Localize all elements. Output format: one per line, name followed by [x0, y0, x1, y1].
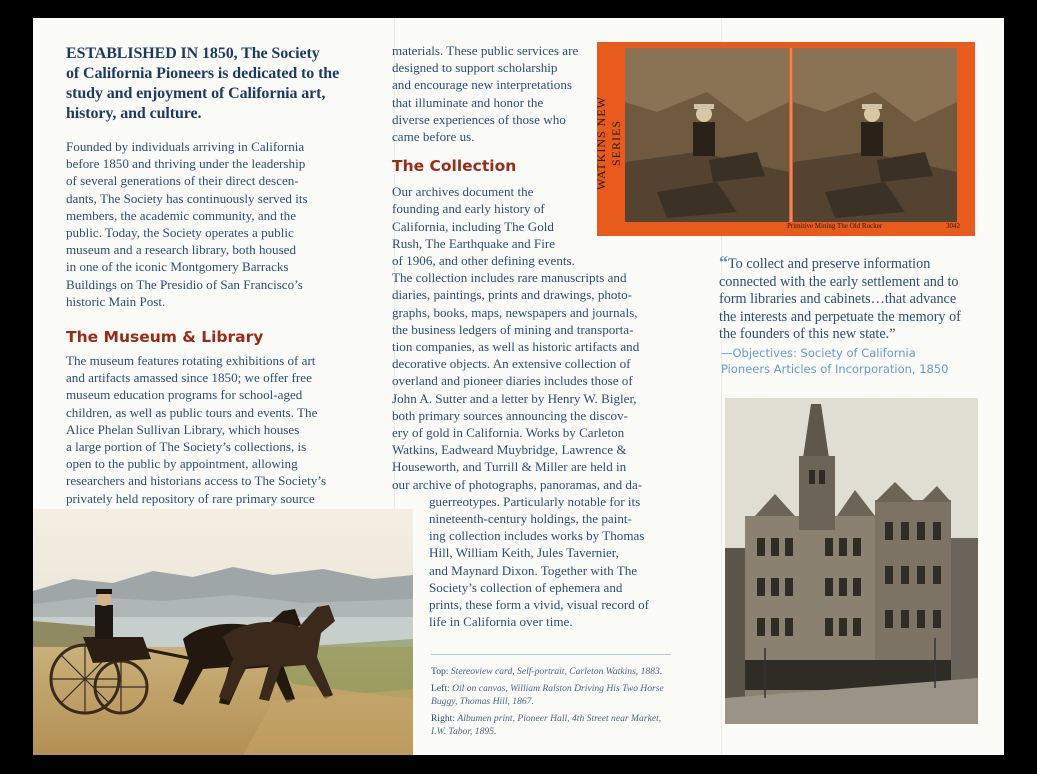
text-line: and artifacts amassed since 1850; we offer free: [66, 370, 312, 386]
text-line: and encourage new interpretations: [392, 77, 572, 93]
museum-library-heading: The Museum & Library: [66, 328, 264, 347]
caption-label: Left: [431, 683, 447, 694]
caption-left: Left: Oil on canvas, William Ralston Driving His Two Horse Buggy, Thomas Hill, 1867.: [431, 683, 664, 707]
quote-line: [719, 254, 984, 274]
intro-line: study and enjoyment of California art,: [66, 85, 326, 102]
text-line: graphs, books, maps, newspapers and journals,: [392, 304, 638, 320]
text-line: museum and a research library, both housed: [66, 242, 297, 258]
text-line: before 1850 and thriving under the leadership: [66, 156, 306, 172]
text-line: children, as well as public tours and events. The: [66, 404, 318, 420]
text-line: nineteenth-century holdings, the paint-: [429, 511, 632, 527]
text-line: ery of gold in California. Works by Carleton: [392, 425, 625, 441]
painting-illustration: [33, 509, 413, 755]
quote-mark-icon: “: [719, 252, 728, 272]
text-line: Rush, The Earthquake and Fire: [392, 235, 556, 251]
museum-paragraph: [66, 352, 356, 507]
caption-right: Right: Albumen print, Pioneer Hall, 4th Street near Market, I.W. Tabor, 1895.: [431, 713, 662, 737]
intro-heading: [66, 44, 356, 124]
image-captions: [431, 654, 671, 742]
stereoview-card: [594, 42, 975, 236]
text-line: Our archives document the: [392, 184, 534, 200]
building-photo: [725, 398, 978, 724]
buggy-painting: [33, 509, 413, 755]
text-line: decorative objects. An extensive collection of: [392, 356, 631, 372]
text-line: open to the public by appointment, allowing: [66, 456, 298, 472]
stereoview-image: [597, 42, 975, 236]
text-line: The collection includes rare manuscripts and: [392, 270, 627, 286]
brochure-page: [33, 18, 1004, 755]
text-line: historic Main Post.: [66, 293, 166, 309]
intro-paragraph: [66, 138, 356, 310]
text-line: in one of the iconic Montgomery Barracks: [66, 259, 289, 275]
quote-line: connected with the early settlement and to: [719, 273, 959, 290]
caption-text: Oil on canvas, William Ralston Driving His Two Horse Buggy, Thomas Hill, 1867.: [431, 683, 664, 707]
caption-text: Albumen print, Pioneer Hall, 4th Street near Market, I.W. Tabor, 1895.: [431, 713, 662, 737]
text-line: California, including The Gold: [392, 218, 554, 234]
quote-line: the interests and perpetuate the memory of: [719, 308, 961, 325]
text-line: Alice Phelan Sullivan Library, which houses: [66, 421, 300, 437]
text-line: public. Today, the Society operates a public: [66, 225, 294, 241]
stereo-caption: Primitive Mining The Old Rocker: [787, 222, 883, 230]
text-line: a large portion of The Society’s collections, is: [66, 439, 307, 455]
caption-label: Top: [431, 666, 446, 677]
attribution-line: Pioneers Articles of Incorporation, 1850: [721, 362, 949, 376]
text-line: The museum features rotating exhibitions of art: [66, 353, 316, 369]
text-line: and Maynard Dixon. Together with The: [429, 562, 638, 578]
quote-line: form libraries and cabinets…that advance: [719, 291, 957, 308]
quote-text: To collect and preserve information: [728, 256, 931, 272]
text-line: members, the academic community, and the: [66, 207, 297, 223]
text-line: overland and pioneer diaries includes those of: [392, 373, 633, 389]
collection-paragraph: [392, 183, 662, 630]
text-line: Hill, William Keith, Jules Tavernier,: [429, 545, 619, 561]
text-line: both primary sources announcing the discov-: [392, 407, 628, 423]
quote-line: the founders of this new state.”: [719, 326, 896, 343]
caption-text: Stereoview card, Self-portrait, Carleton Watkins, 1883.: [450, 666, 663, 677]
text-line: Watkins, Eadweard Muybridge, Lawrence &: [392, 442, 627, 458]
text-line: Society’s collection of ephemera and: [429, 579, 623, 595]
collection-heading: The Collection: [392, 157, 517, 176]
text-line: diaries, paintings, prints and drawings, photo-: [392, 287, 633, 303]
text-line: of several generations of their direct descen-: [66, 173, 299, 189]
text-line: that illuminate and honor the: [392, 94, 544, 110]
text-line: ing collection includes works by Thomas: [429, 528, 645, 544]
column-left: [66, 44, 356, 507]
text-line: museum education programs for school-aged: [66, 387, 303, 403]
text-line: of 1906, and other defining events.: [392, 253, 575, 269]
text-line: materials. These public services are: [392, 43, 579, 58]
text-line: privately held repository of rare primary source: [66, 490, 315, 506]
text-line: Houseworth, and Turrill & Miller are held in: [392, 459, 627, 475]
text-line: the business ledgers of mining and transporta-: [392, 321, 634, 337]
caption-label: Right: [431, 713, 453, 724]
text-line: designed to support scholarship: [392, 60, 558, 76]
text-line: dants, The Society has continuously served its: [66, 190, 308, 206]
text-line: Buildings on The Presidio of San Francisco’s: [66, 276, 303, 292]
text-line: diverse experiences of those who: [392, 111, 566, 127]
intro-line: of California Pioneers is dedicated to the: [66, 65, 340, 82]
text-line: Founded by individuals arriving in California: [66, 139, 305, 154]
pull-quote: [719, 254, 984, 344]
intro-line: history, and culture.: [66, 105, 202, 122]
stereo-series-label: WATKINS NEW SERIES: [594, 96, 623, 190]
text-line: prints, these form a vivid, visual record of: [429, 597, 649, 613]
attribution-line: —Objectives: Society of California: [721, 346, 916, 360]
intro-line: ESTABLISHED IN 1850, The Society: [66, 45, 320, 62]
text-line: guerreotypes. Particularly notable for its: [429, 493, 641, 509]
text-line: researchers and historians access to The Society’s: [66, 473, 327, 489]
stereo-number: 3042: [946, 222, 960, 230]
quote-attribution: [721, 345, 991, 377]
pioneer-hall-photo: [725, 398, 978, 724]
text-line: life in California over time.: [429, 614, 573, 630]
text-line: came before us.: [392, 129, 475, 145]
text-line: tion companies, as well as historic artifacts and: [392, 339, 640, 355]
text-line: founding and early history of: [392, 201, 545, 217]
text-line: our archive of photographs, panoramas, and da-: [392, 476, 643, 492]
text-line: John A. Sutter and a letter by Henry W. Bigler,: [392, 390, 637, 406]
caption-top: Top: Stereoview card, Self-portrait, Carleton Watkins, 1883.: [431, 666, 663, 677]
